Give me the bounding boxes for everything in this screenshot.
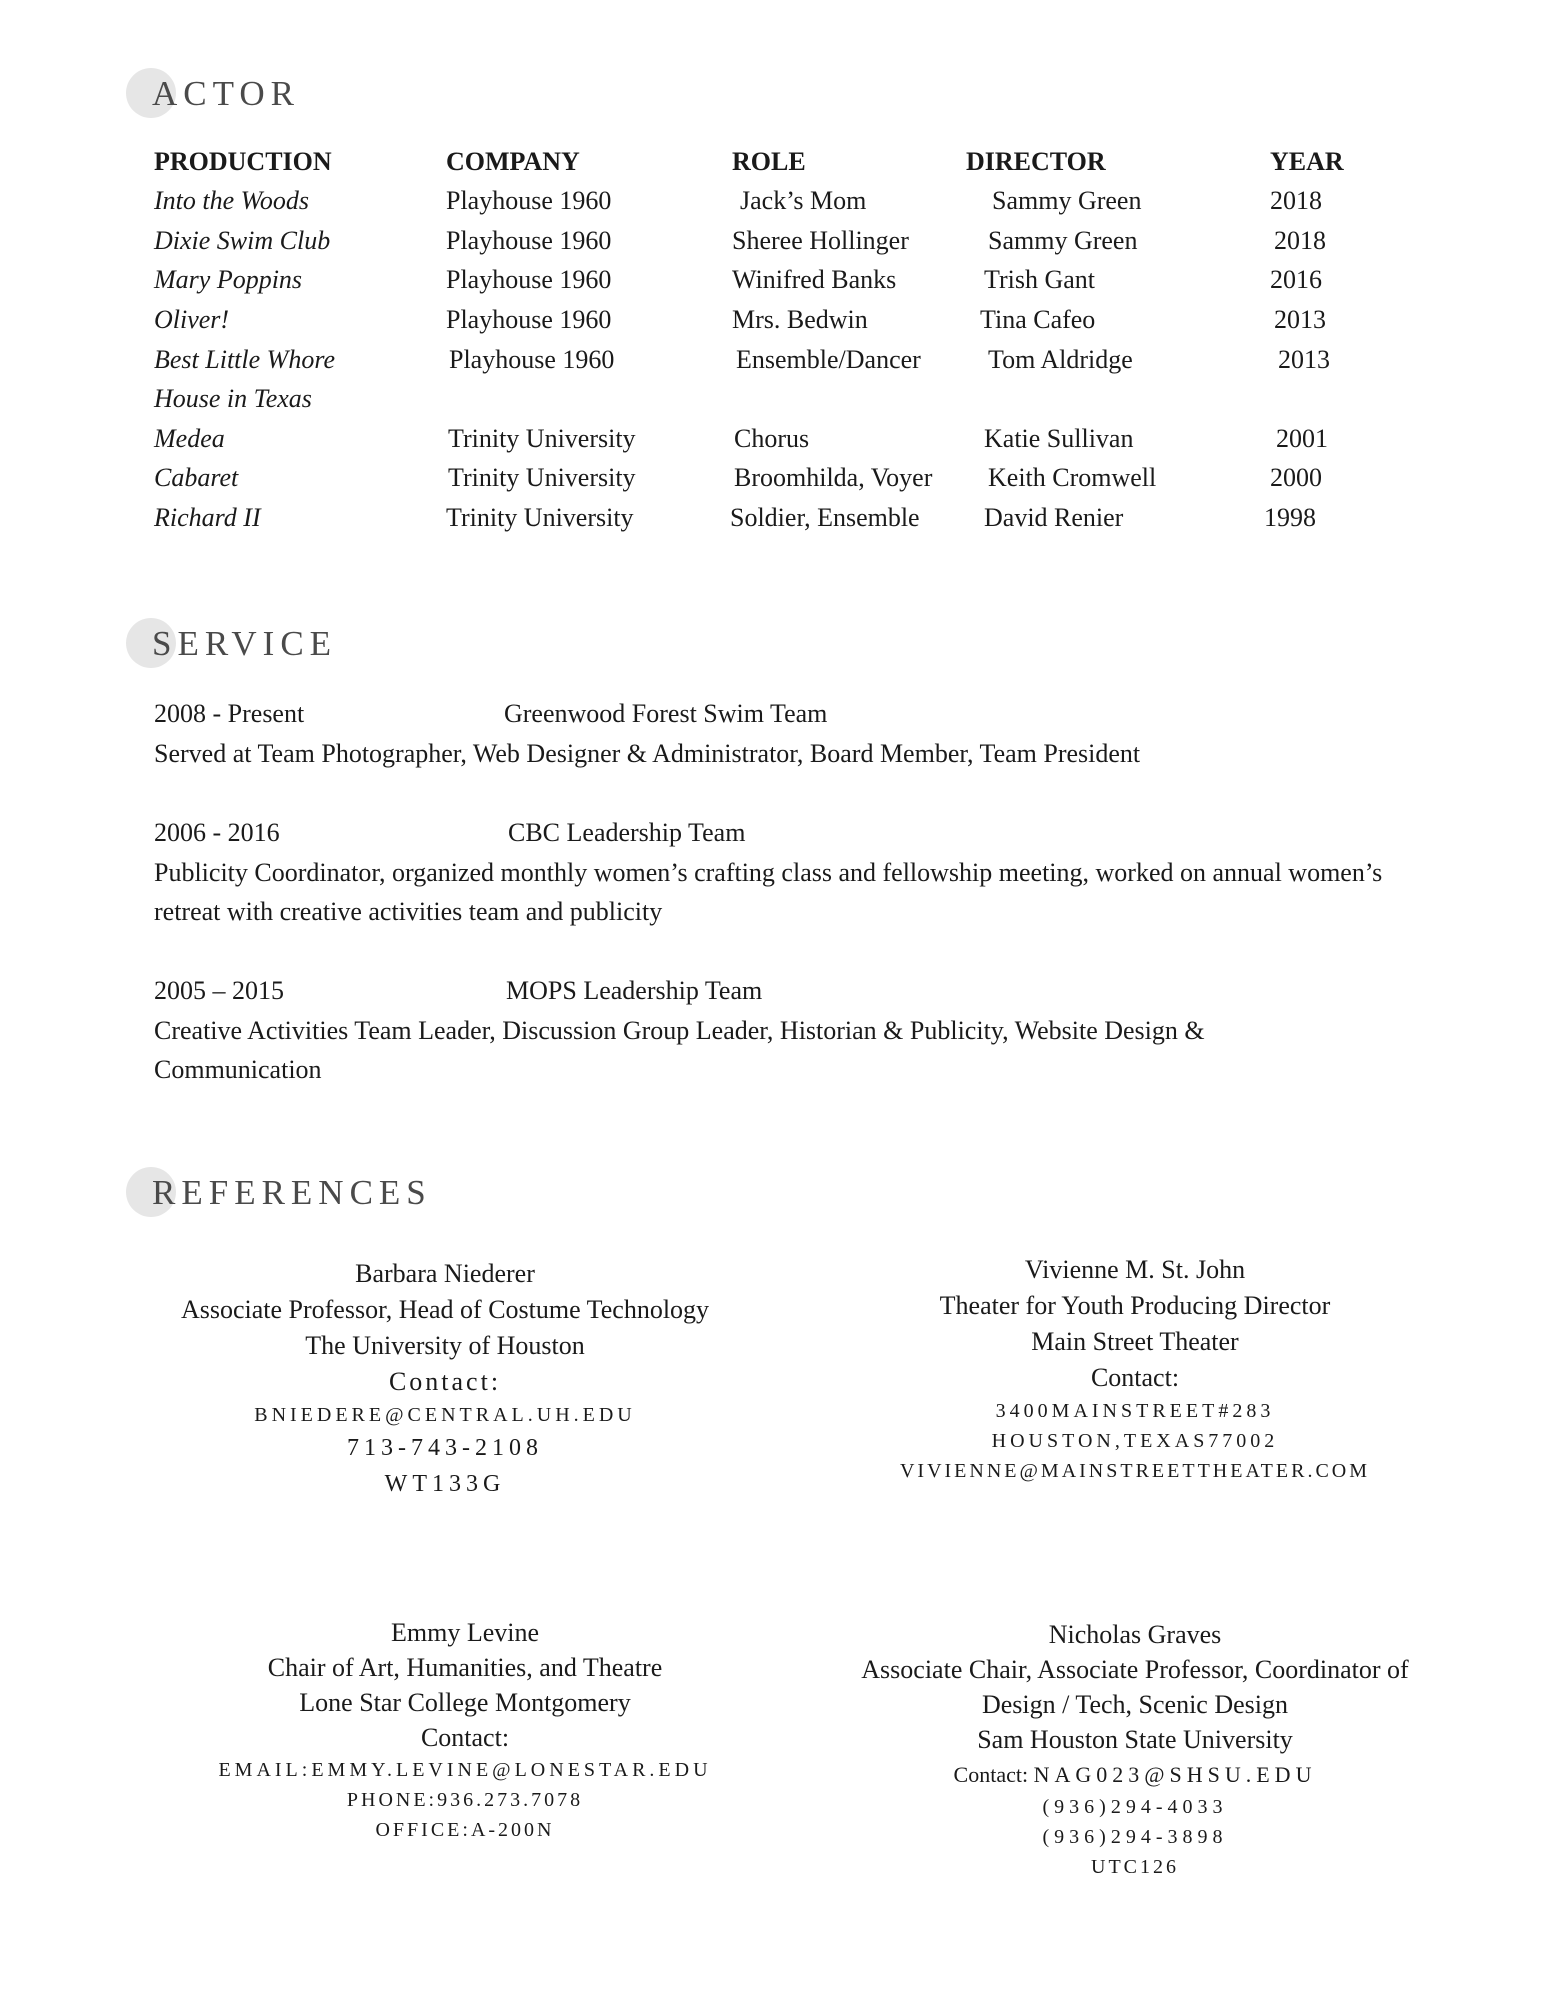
header-production: PRODUCTION (154, 147, 332, 176)
reference-email: VIVIENNE@MAINSTREETTHEATER.COM (899, 1460, 1371, 1482)
year-cell: 2013 (1278, 345, 1330, 374)
header-director: DIRECTOR (966, 147, 1106, 176)
table-row (0, 499, 1545, 537)
header-company: COMPANY (446, 147, 580, 176)
year-cell: 2013 (1274, 305, 1326, 334)
reference-email: NAG023@SHSU.EDU (1033, 1762, 1317, 1787)
production-cell: Medea (154, 424, 225, 453)
year-cell: 2016 (1270, 265, 1322, 294)
director-cell: Katie Sullivan (984, 424, 1134, 453)
reference-contact-label: Contact: (388, 1367, 502, 1396)
production-cell: Into the Woods (154, 186, 310, 215)
service-dates: 2008 - Present (154, 699, 305, 728)
reference-org: Sam Houston State University (977, 1725, 1293, 1754)
table-row (0, 380, 1545, 418)
role-cell: Ensemble/Dancer (736, 345, 921, 374)
reference-org: Lone Star College Montgomery (299, 1688, 631, 1717)
service-description: Publicity Coordinator, organized monthly women’s crafting class and fellowship meeting, worked on annual women’s retreat with creative activities team and publicity (154, 858, 1383, 926)
reference-office: OFFICE:A-200N (375, 1819, 555, 1841)
role-cell: Winifred Banks (732, 265, 897, 294)
reference-phone: PHONE:936.273.7078 (346, 1789, 584, 1811)
director-cell: Tina Cafeo (980, 305, 1096, 334)
header-year: YEAR (1270, 147, 1344, 176)
table-row (0, 341, 1545, 379)
year-cell: 2018 (1274, 226, 1326, 255)
actor-table-header (0, 143, 1545, 181)
reference-contact-line (820, 1757, 1450, 1792)
service-org: Greenwood Forest Swim Team (504, 699, 828, 728)
table-row (0, 459, 1545, 497)
production-cell: House in Texas (154, 384, 312, 413)
reference-address-line: HOUSTON,TEXAS77002 (991, 1430, 1279, 1452)
company-cell: Playhouse 1960 (446, 265, 612, 294)
production-cell: Richard II (154, 503, 261, 532)
production-cell: Mary Poppins (154, 265, 303, 294)
references-section-title: REFERENCES (152, 1173, 432, 1212)
company-cell: Playhouse 1960 (446, 226, 612, 255)
role-cell: Broomhilda, Voyer (734, 463, 933, 492)
director-cell: Tom Aldridge (988, 345, 1133, 374)
company-cell: Trinity University (446, 503, 634, 532)
company-cell: Playhouse 1960 (446, 186, 612, 215)
director-cell: David Renier (984, 503, 1124, 532)
year-cell: 2001 (1276, 424, 1328, 453)
reference-address-line: 3400MAINSTREET#283 (995, 1400, 1275, 1422)
service-org: CBC Leadership Team (508, 818, 746, 847)
reference-title-continued: Design / Tech, Scenic Design (981, 1690, 1289, 1719)
production-cell: Best Little Whore (154, 345, 336, 374)
table-row (0, 420, 1545, 458)
service-description: Creative Activities Team Leader, Discussion Group Leader, Historian & Publicity, Website Design & Communication (154, 1016, 1205, 1084)
service-dates: 2005 – 2015 (154, 976, 284, 1005)
year-cell: 1998 (1264, 503, 1316, 532)
director-cell: Keith Cromwell (988, 463, 1157, 492)
actor-section-title: ACTOR (152, 74, 300, 113)
reference-title: Chair of Art, Humanities, and Theatre (267, 1653, 663, 1682)
year-cell: 2018 (1270, 186, 1322, 215)
reference-card (150, 1256, 740, 1502)
reference-title: Associate Chair, Associate Professor, Coordinator of (861, 1655, 1409, 1684)
role-cell: Mrs. Bedwin (732, 305, 868, 334)
reference-name: Nicholas Graves (1048, 1620, 1222, 1649)
reference-org: Main Street Theater (1031, 1327, 1239, 1356)
table-row (0, 222, 1545, 260)
reference-phone: (936)294-3898 (1042, 1826, 1228, 1848)
header-role: ROLE (732, 147, 806, 176)
role-cell: Chorus (734, 424, 810, 453)
reference-contact-label: Contact: (953, 1762, 1029, 1787)
reference-email: EMAIL:EMMY.LEVINE@LONESTAR.EDU (218, 1759, 712, 1781)
company-cell: Trinity University (448, 463, 636, 492)
service-section-title: SERVICE (152, 624, 338, 663)
production-cell: Oliver! (154, 305, 230, 334)
service-org: MOPS Leadership Team (506, 976, 763, 1005)
reference-email: BNIEDERE@CENTRAL.UH.EDU (254, 1404, 636, 1426)
reference-card (840, 1252, 1430, 1486)
table-row (0, 182, 1545, 220)
table-row (0, 261, 1545, 299)
company-cell: Trinity University (448, 424, 636, 453)
reference-org: The University of Houston (305, 1331, 585, 1360)
director-cell: Sammy Green (992, 186, 1142, 215)
company-cell: Playhouse 1960 (446, 305, 612, 334)
reference-name: Vivienne M. St. John (1024, 1255, 1246, 1284)
year-cell: 2000 (1270, 463, 1322, 492)
reference-title: Theater for Youth Producing Director (939, 1291, 1331, 1320)
reference-contact-label: Contact: (420, 1723, 510, 1752)
reference-phone: (936)294-4033 (1042, 1796, 1228, 1818)
role-cell: Soldier, Ensemble (730, 503, 920, 532)
table-row (0, 301, 1545, 339)
role-cell: Sheree Hollinger (732, 226, 909, 255)
reference-card (150, 1615, 780, 1845)
service-description: Served at Team Photographer, Web Designer & Administrator, Board Member, Team President (154, 739, 1141, 768)
director-cell: Sammy Green (988, 226, 1138, 255)
company-cell: Playhouse 1960 (449, 345, 615, 374)
reference-office: WT133G (384, 1471, 506, 1497)
production-cell: Dixie Swim Club (154, 226, 331, 255)
role-cell: Jack’s Mom (740, 186, 867, 215)
reference-card (820, 1617, 1450, 1882)
reference-office: UTC126 (1091, 1856, 1179, 1878)
director-cell: Trish Gant (984, 265, 1096, 294)
production-cell: Cabaret (154, 463, 239, 492)
service-dates: 2006 - 2016 (154, 818, 280, 847)
reference-phone: 713-743-2108 (347, 1435, 543, 1461)
reference-name: Barbara Niederer (355, 1259, 535, 1288)
reference-name: Emmy Levine (390, 1618, 539, 1647)
reference-title: Associate Professor, Head of Costume Technology (180, 1295, 710, 1324)
reference-contact-label: Contact: (1090, 1363, 1180, 1392)
